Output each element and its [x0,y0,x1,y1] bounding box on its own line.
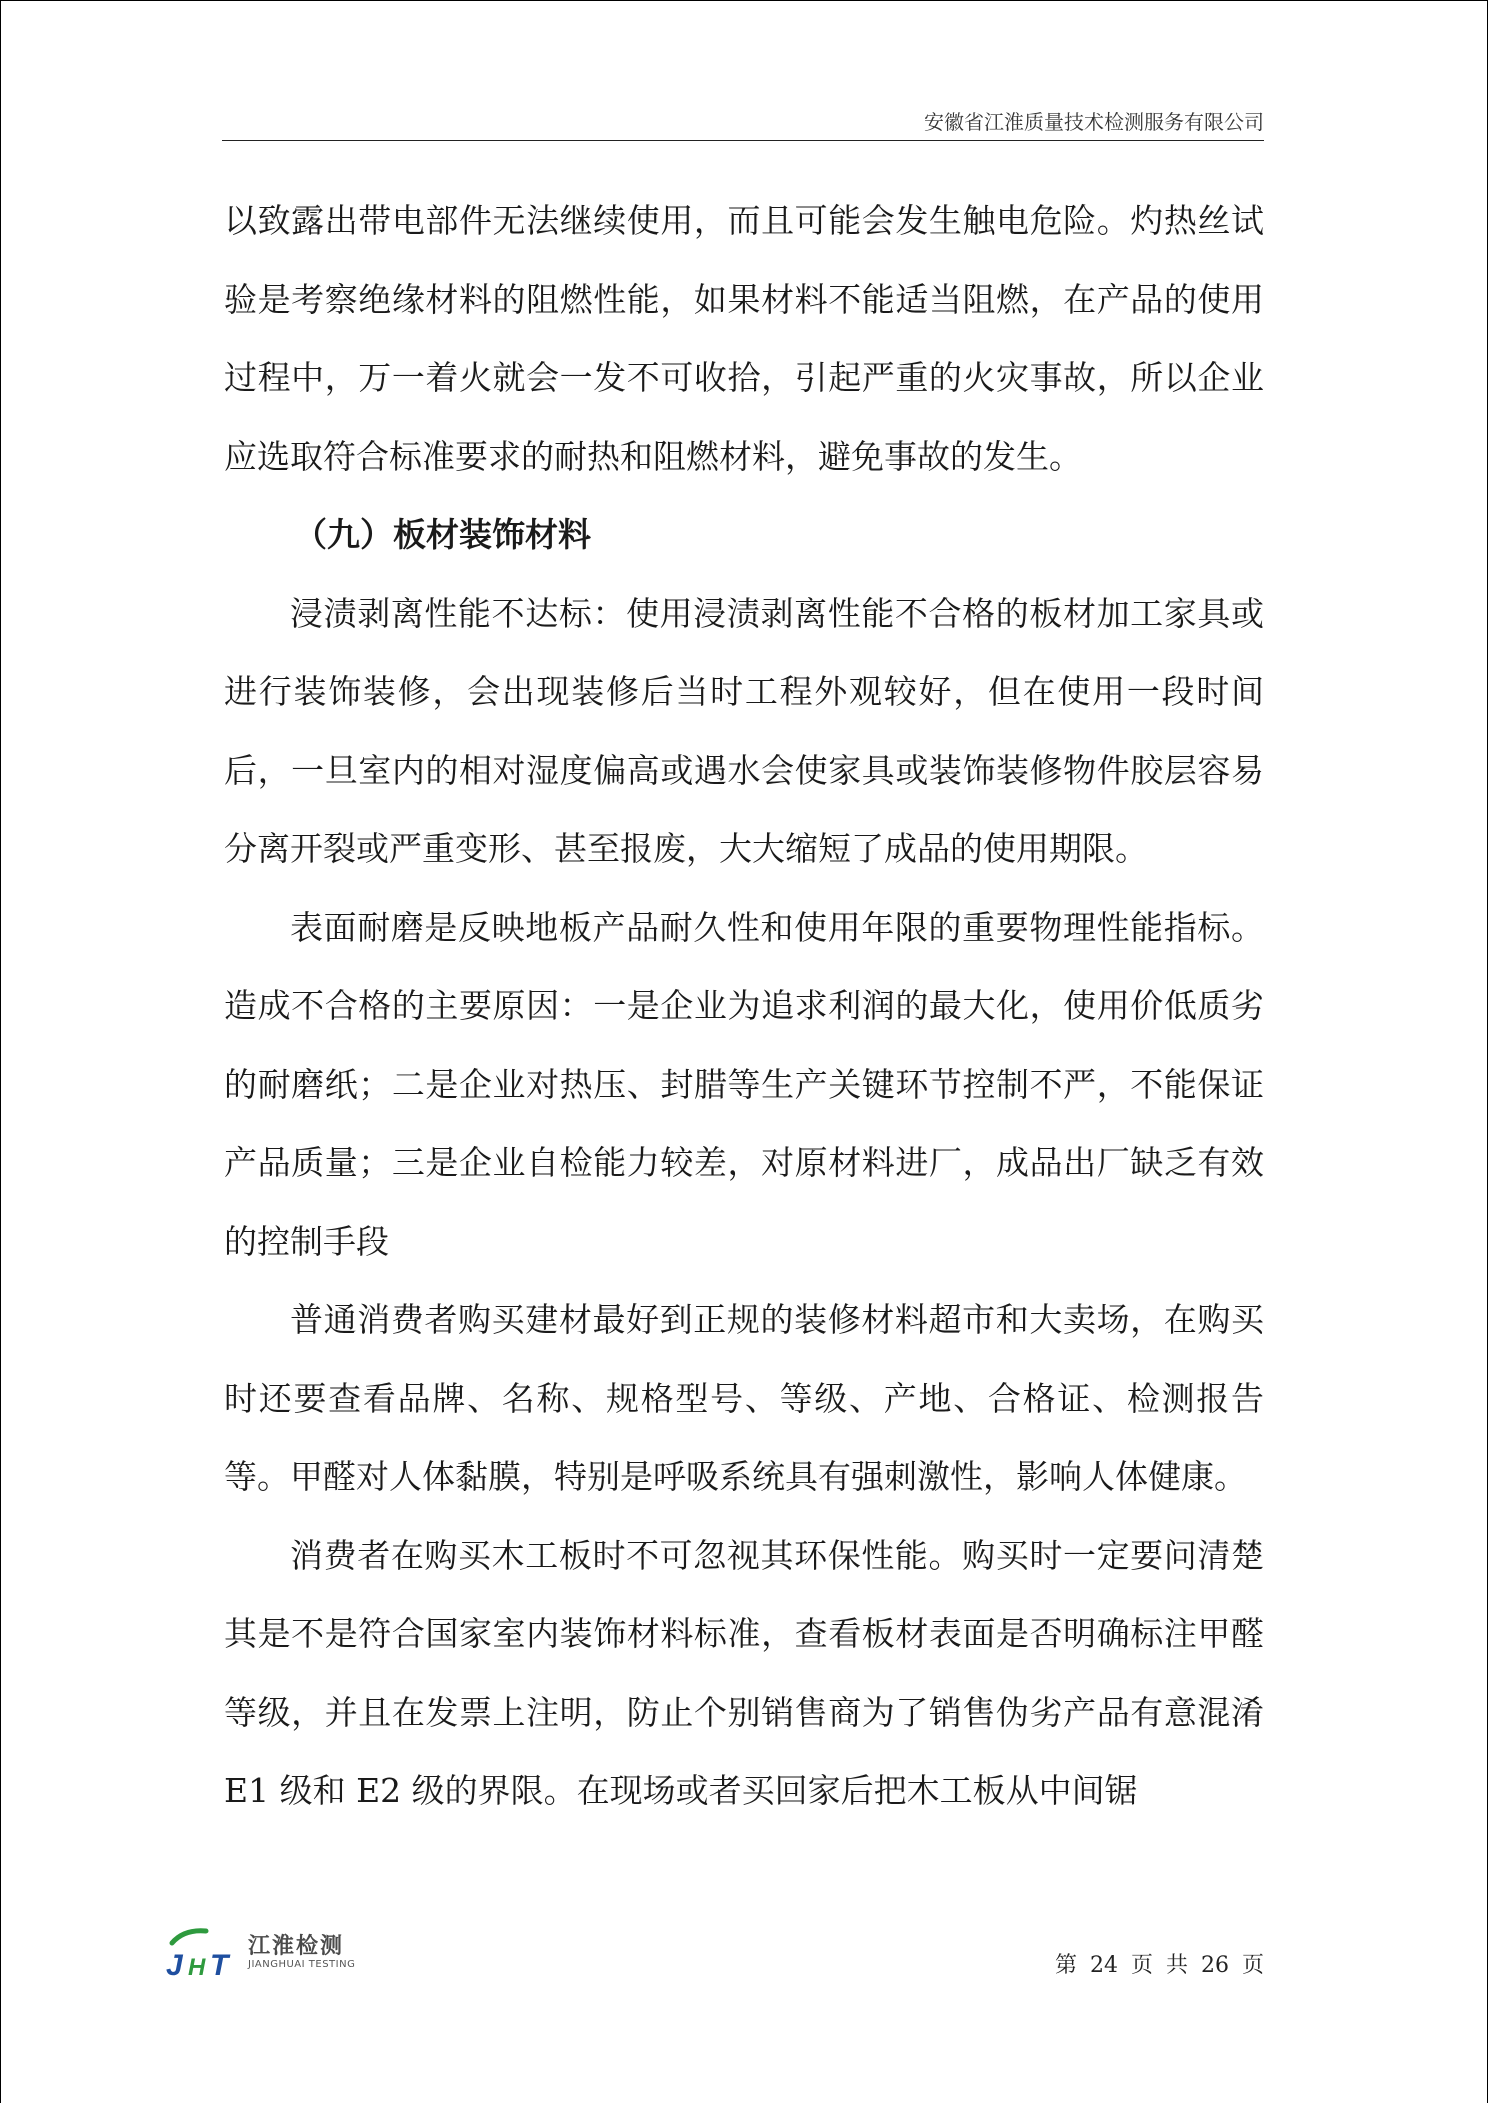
paragraph-consumer-advice: 普通消费者购买建材最好到正规的装修材料超市和大卖场，在购买时还要查看品牌、名称、规格型号、等级、产地、合格证、检测报告等。甲醛对人体黏膜，特别是呼吸系统具有强刺激性，影响人体健康。 [224,1300,1264,1496]
paragraph-continued: 以致露出带电部件无法继续使用，而且可能会发生触电危险。灼热丝试验是考察绝缘材料的阻燃性能，如果材料不能适当阻燃，在产品的使用过程中，万一着火就会一发不可收拾，引起严重的火灾事故，所以企业应选取符合标准要求的耐热和阻燃材料，避免事故的发生。 [224,201,1264,476]
paragraph-blockboard: 消费者在购买木工板时不可忽视其环保性能。购买时一定要问清楚其是不是符合国家室内装饰材料标准，查看板材表面是否明确标注甲醛等级，并且在发票上注明，防止个别销售商为了销售伪劣产品有意混淆 E1 级和 E2 级的界限。在现场或者买回家后把木工板从中间锯 [224,1535,1264,1810]
logo-english-name: JIANGHUAI TESTING [248,1959,356,1970]
paragraph-surface-wear: 表面耐磨是反映地板产品耐久性和使用年限的重要物理性能指标。造成不合格的主要原因：一是企业为追求利润的最大化，使用价低质劣的耐磨纸；二是企业对热压、封腊等生产关键环节控制不严，不能保证产品质量；三是企业自检能力较差，对原材料进厂，成品出厂缺乏有效的控制手段 [224,907,1264,1261]
jht-logo-icon [162,1925,242,1981]
page-header [222,104,1264,141]
logo-chinese-name: 江淮检测 [248,1934,345,1959]
company-logo [162,1925,362,1985]
svg-text:H: H [188,1954,206,1981]
svg-text:J: J [166,1949,183,1981]
page-number: 第 24 页 共 26 页 [1055,1953,1264,1978]
section-heading: （九）板材装饰材料 [294,515,591,554]
document-body [224,182,1264,1831]
svg-text:T: T [210,1949,229,1981]
paragraph-immersion-peel: 浸渍剥离性能不达标：使用浸渍剥离性能不合格的板材加工家具或进行装饰装修，会出现装修后当时工程外观较好，但在使用一段时间后，一旦室内的相对湿度偏高或遇水会使家具或装饰装修物件胶层容易分离开裂或严重变形、甚至报废，大大缩短了成品的使用期限。 [224,593,1264,868]
header-company-name: 安徽省江淮质量技术检测服务有限公司 [924,110,1264,134]
